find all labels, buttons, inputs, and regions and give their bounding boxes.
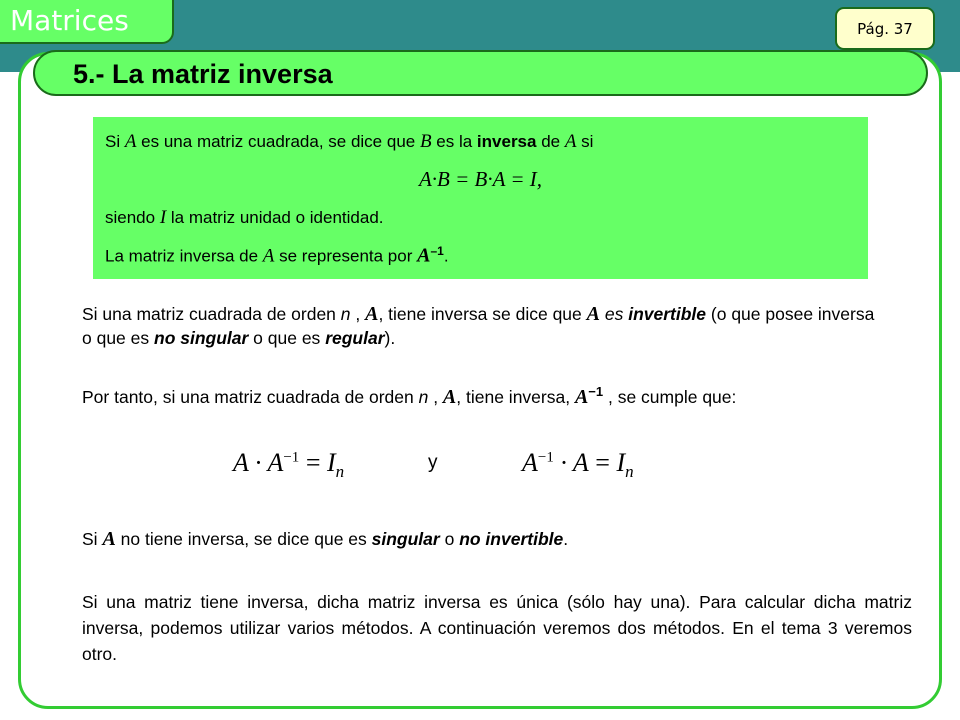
term-no-singular: no singular	[154, 328, 249, 348]
math-var-a: A	[572, 448, 589, 477]
text-segment: ).	[384, 328, 396, 348]
text-segment: , tiene inversa se dice que	[378, 304, 587, 324]
paragraph-invertible	[82, 302, 882, 350]
text-segment: (o que posee inversa o que es	[82, 304, 875, 348]
math-var-b: B	[419, 131, 432, 152]
definition-line-4	[105, 244, 449, 268]
paragraph-por-tanto	[82, 380, 852, 409]
text-segment: se representa por	[274, 246, 418, 266]
text-segment: ,	[350, 304, 366, 324]
order-n: n	[340, 304, 351, 324]
term-es: es	[604, 304, 624, 324]
math-var-a: A	[564, 131, 577, 152]
text-segment: de	[536, 132, 565, 151]
math-var-a: A	[442, 385, 457, 408]
order-n: n	[418, 386, 429, 407]
math-equals: =	[299, 448, 327, 477]
inverse-exponent: −1	[283, 449, 300, 466]
subject-tab: Matrices	[0, 0, 174, 44]
section-title: 5.- La matriz inversa	[73, 59, 333, 89]
subscript-n: n	[335, 462, 345, 482]
math-var-i: I	[159, 207, 167, 228]
term-invertible: invertible	[628, 304, 707, 324]
math-var-a: A	[102, 528, 116, 550]
inverse-exponent: –1	[430, 244, 444, 258]
math-var-a: A	[267, 448, 284, 477]
term-regular: regular	[325, 328, 385, 348]
text-segment: , tiene inversa,	[456, 386, 575, 407]
text-segment: La matriz inversa de	[105, 246, 263, 266]
math-dot: ·	[553, 448, 573, 477]
formula-right	[522, 448, 634, 482]
page-number-badge: Pág. 37	[835, 7, 935, 50]
text-segment: no tiene inversa, se dice que es	[115, 529, 372, 549]
text-segment: ,	[428, 386, 443, 407]
math-var-a: A	[233, 448, 249, 477]
inverse-exponent: −1	[537, 449, 554, 466]
term-inversa: inversa	[476, 132, 537, 151]
text-segment: la matriz unidad o identidad.	[166, 208, 384, 227]
term-singular: singular	[371, 529, 440, 549]
math-var-a: A	[586, 303, 600, 325]
section-title-bar	[33, 50, 928, 96]
paragraph-uniqueness: Si una matriz tiene inversa, dicha matriz inversa es única (sólo hay una). Para calcular dicha matriz inversa, podemos utilizar varios métodos. A continuación veremos dos métodos. En el tema 3 veremos otro.	[82, 592, 912, 664]
text-segment: Si una matriz cuadrada de orden	[82, 304, 341, 324]
math-var-a: A	[124, 131, 137, 152]
paragraph-singular	[82, 527, 882, 551]
definition-line-1	[105, 131, 593, 153]
math-var-i: I	[326, 448, 336, 477]
inverse-exponent: −1	[588, 384, 604, 399]
text-segment: siendo	[105, 208, 160, 227]
formula-left	[233, 448, 344, 482]
math-inverse-a: A	[574, 385, 589, 408]
conjunction-y: y	[428, 452, 438, 473]
text-segment: Si	[105, 132, 125, 151]
math-equals: =	[588, 448, 617, 477]
definition-equation: A·B = B·A = I,	[418, 167, 543, 191]
math-var-a: A	[522, 448, 538, 477]
text-segment: o	[439, 529, 460, 549]
text-segment: , se cumple que:	[603, 386, 737, 407]
math-var-i: I	[616, 448, 626, 477]
text-segment: si	[576, 132, 594, 151]
text-segment: o que es	[248, 328, 326, 348]
text-segment: Por tanto, si una matriz cuadrada de orden	[82, 386, 419, 407]
text-segment: es la	[431, 132, 477, 151]
definition-line-3	[105, 207, 384, 229]
text-segment: es una matriz cuadrada, se dice que	[136, 132, 420, 151]
text-segment: .	[443, 246, 449, 266]
text-segment: Si	[82, 529, 103, 549]
definition-box	[93, 117, 868, 279]
text-segment: .	[563, 529, 569, 549]
term-no-invertible: no invertible	[459, 529, 564, 549]
math-var-a: A	[262, 245, 275, 267]
math-dot: ·	[248, 448, 268, 477]
math-var-a: A	[365, 303, 379, 325]
subscript-n: n	[625, 462, 634, 482]
math-inverse-a: A	[417, 244, 431, 267]
